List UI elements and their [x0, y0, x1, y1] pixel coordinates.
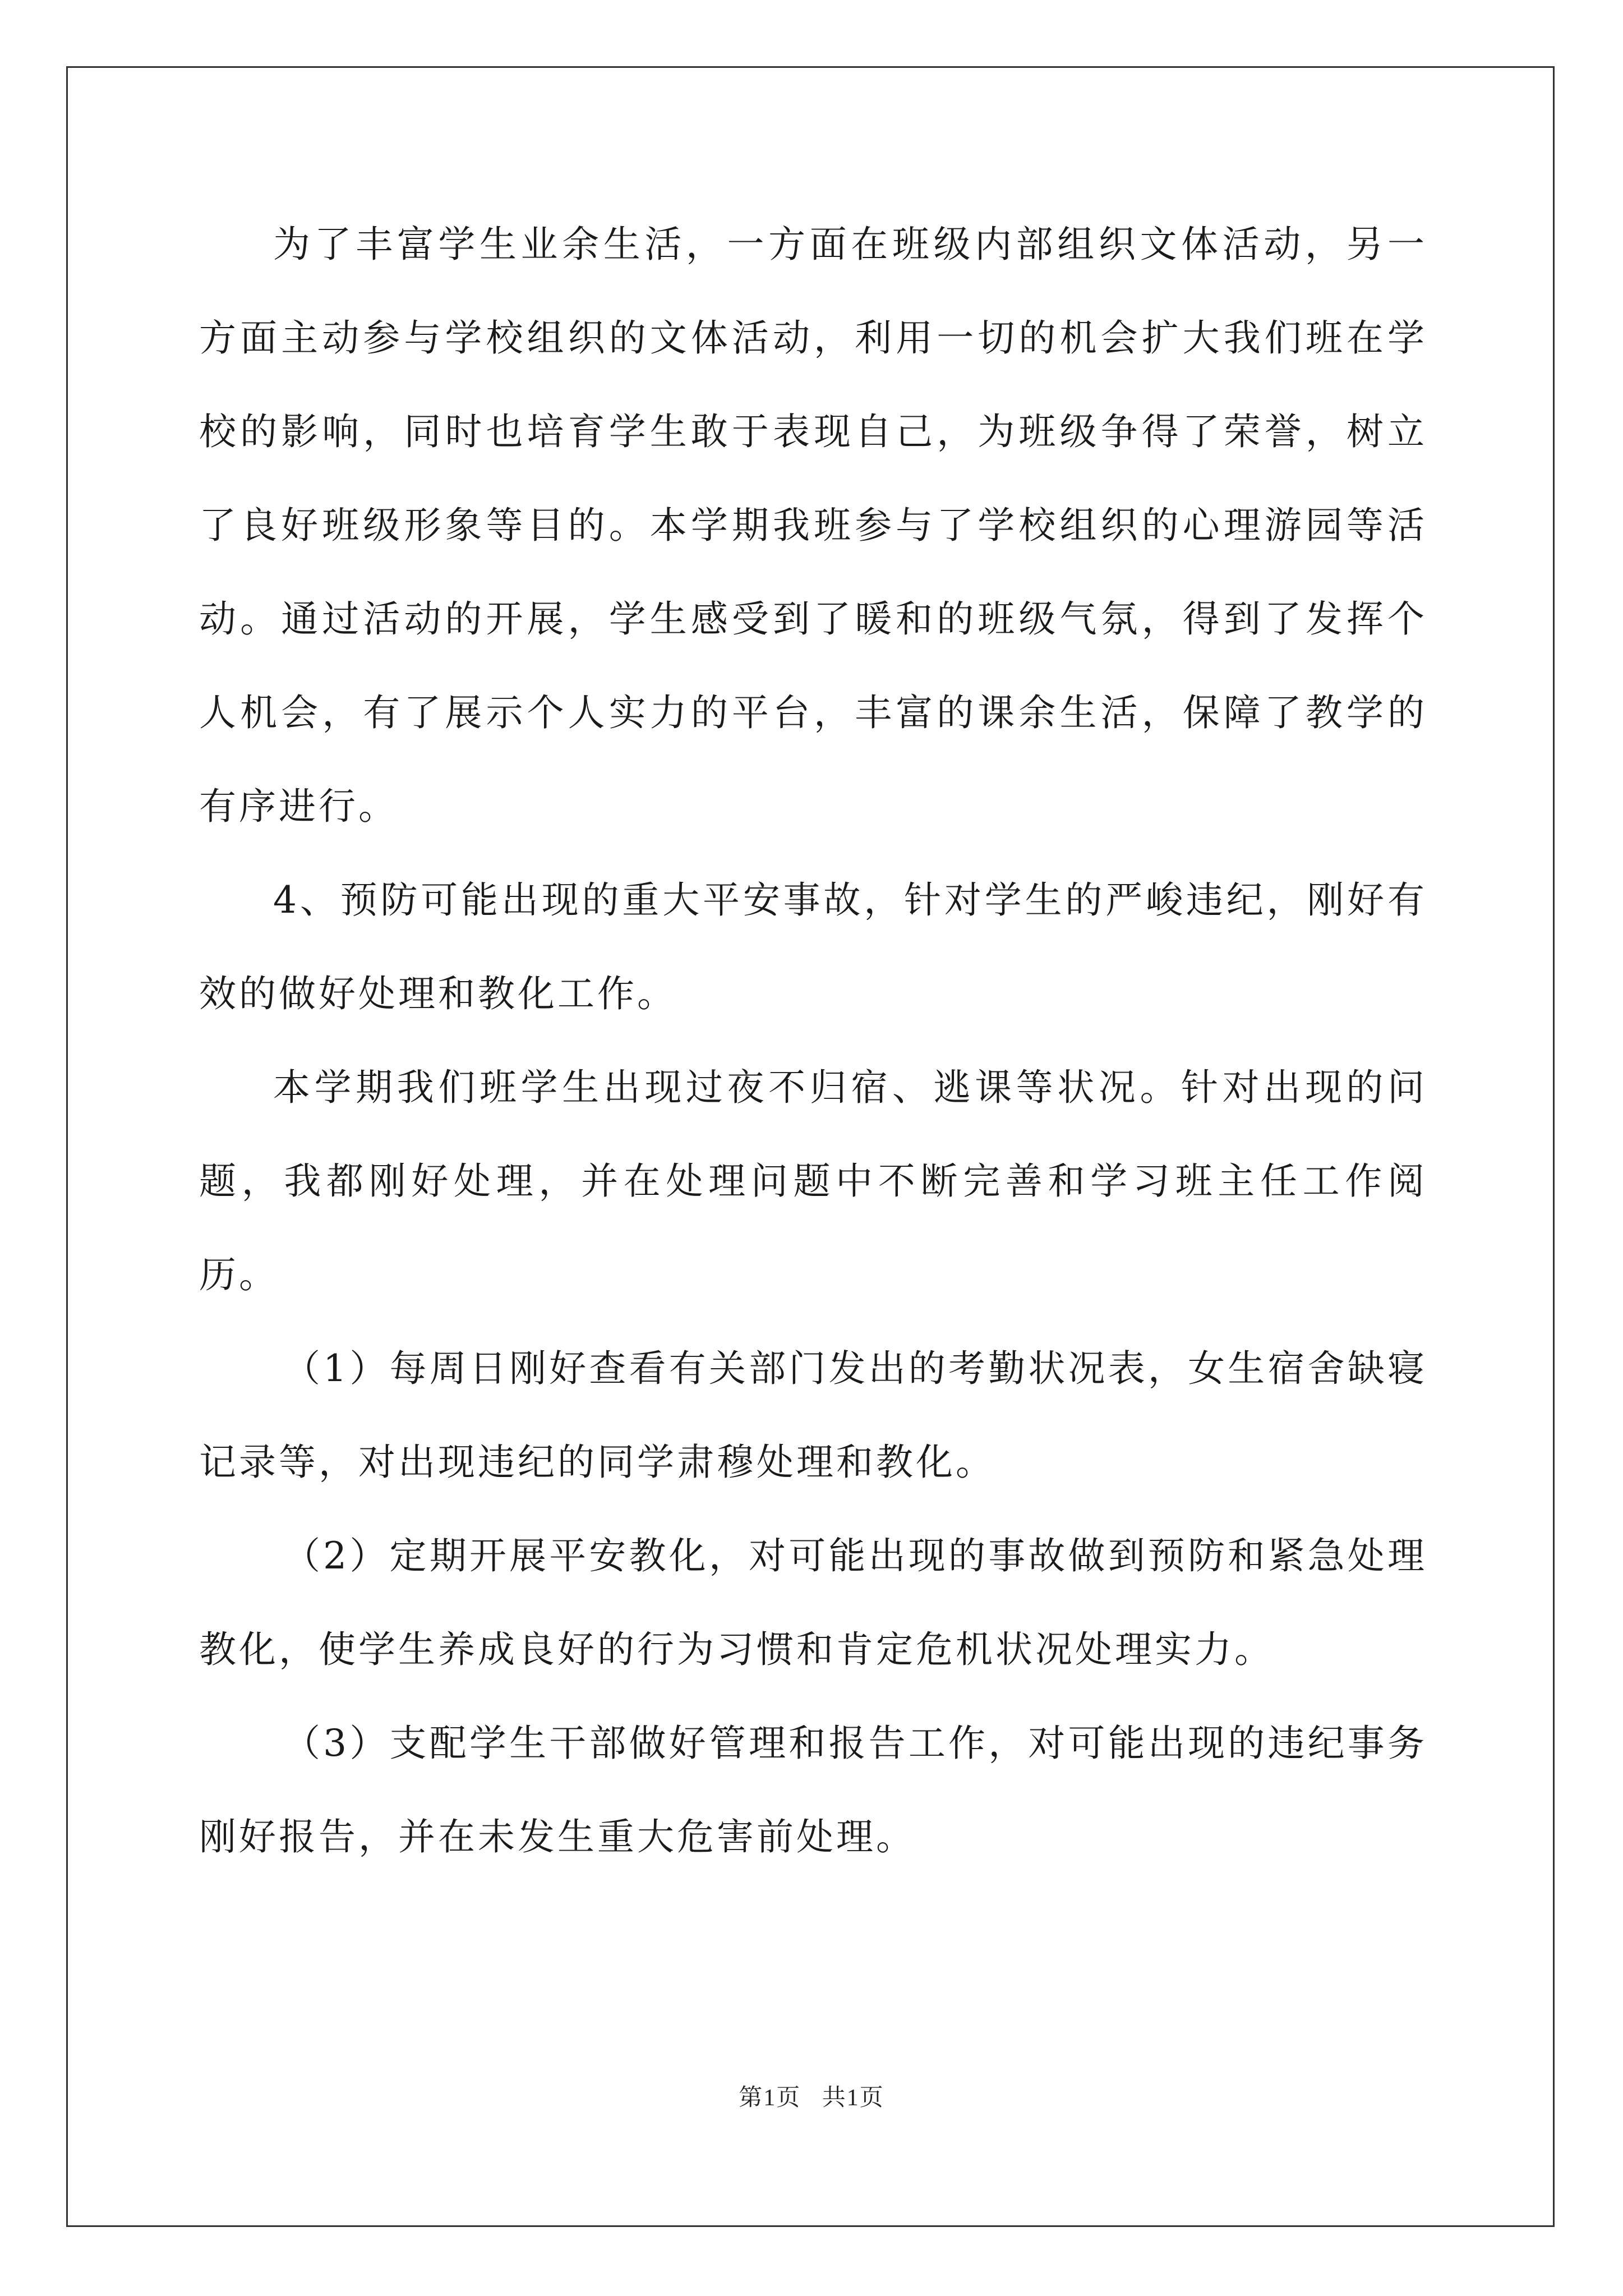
paragraph-item-2: （2）定期开展平安教化，对可能出现的事故做到预防和紧急处理教化，使学生养成良好的行为习惯和肯定危机状况处理实力。 [199, 1534, 1427, 1671]
paragraph-safety-heading: 4、预防可能出现的重大平安事故，针对学生的严峻违纪，刚好有效的做好处理和教化工作。 [199, 878, 1427, 1015]
paragraph-discipline: 本学期我们班学生出现过夜不归宿、逃课等状况。针对出现的问题，我都刚好处理，并在处理问题中不断完善和学习班主任工作阅历。 [199, 1066, 1427, 1296]
paragraph-item-1: （1）每周日刚好查看有关部门发出的考勤状况表，女生宿舍缺寝记录等，对出现违纪的同学肃穆处理和教化。 [199, 1347, 1427, 1484]
document-body [199, 197, 1427, 1884]
paragraph-activities: 为了丰富学生业余生活，一方面在班级内部组织文体活动，另一方面主动参与学校组织的文体活动，利用一切的机会扩大我们班在学校的影响，同时也培育学生敢于表现自己，为班级争得了荣誉，树立了良好班级形象等目的。本学期我班参与了学校组织的心理游园等活动。通过活动的开展，学生感受到了暖和的班级气氛，得到了发挥个人机会，有了展示个人实力的平台，丰富的课余生活，保障了教学的有序进行。 [199, 223, 1427, 828]
paragraph-item-3: （3）支配学生干部做好管理和报告工作，对可能出现的违纪事务刚好报告，并在未发生重大危害前处理。 [199, 1722, 1427, 1858]
page-footer [0, 2079, 1623, 2113]
page-number-label: 第1页 共1页 [739, 2085, 884, 2111]
